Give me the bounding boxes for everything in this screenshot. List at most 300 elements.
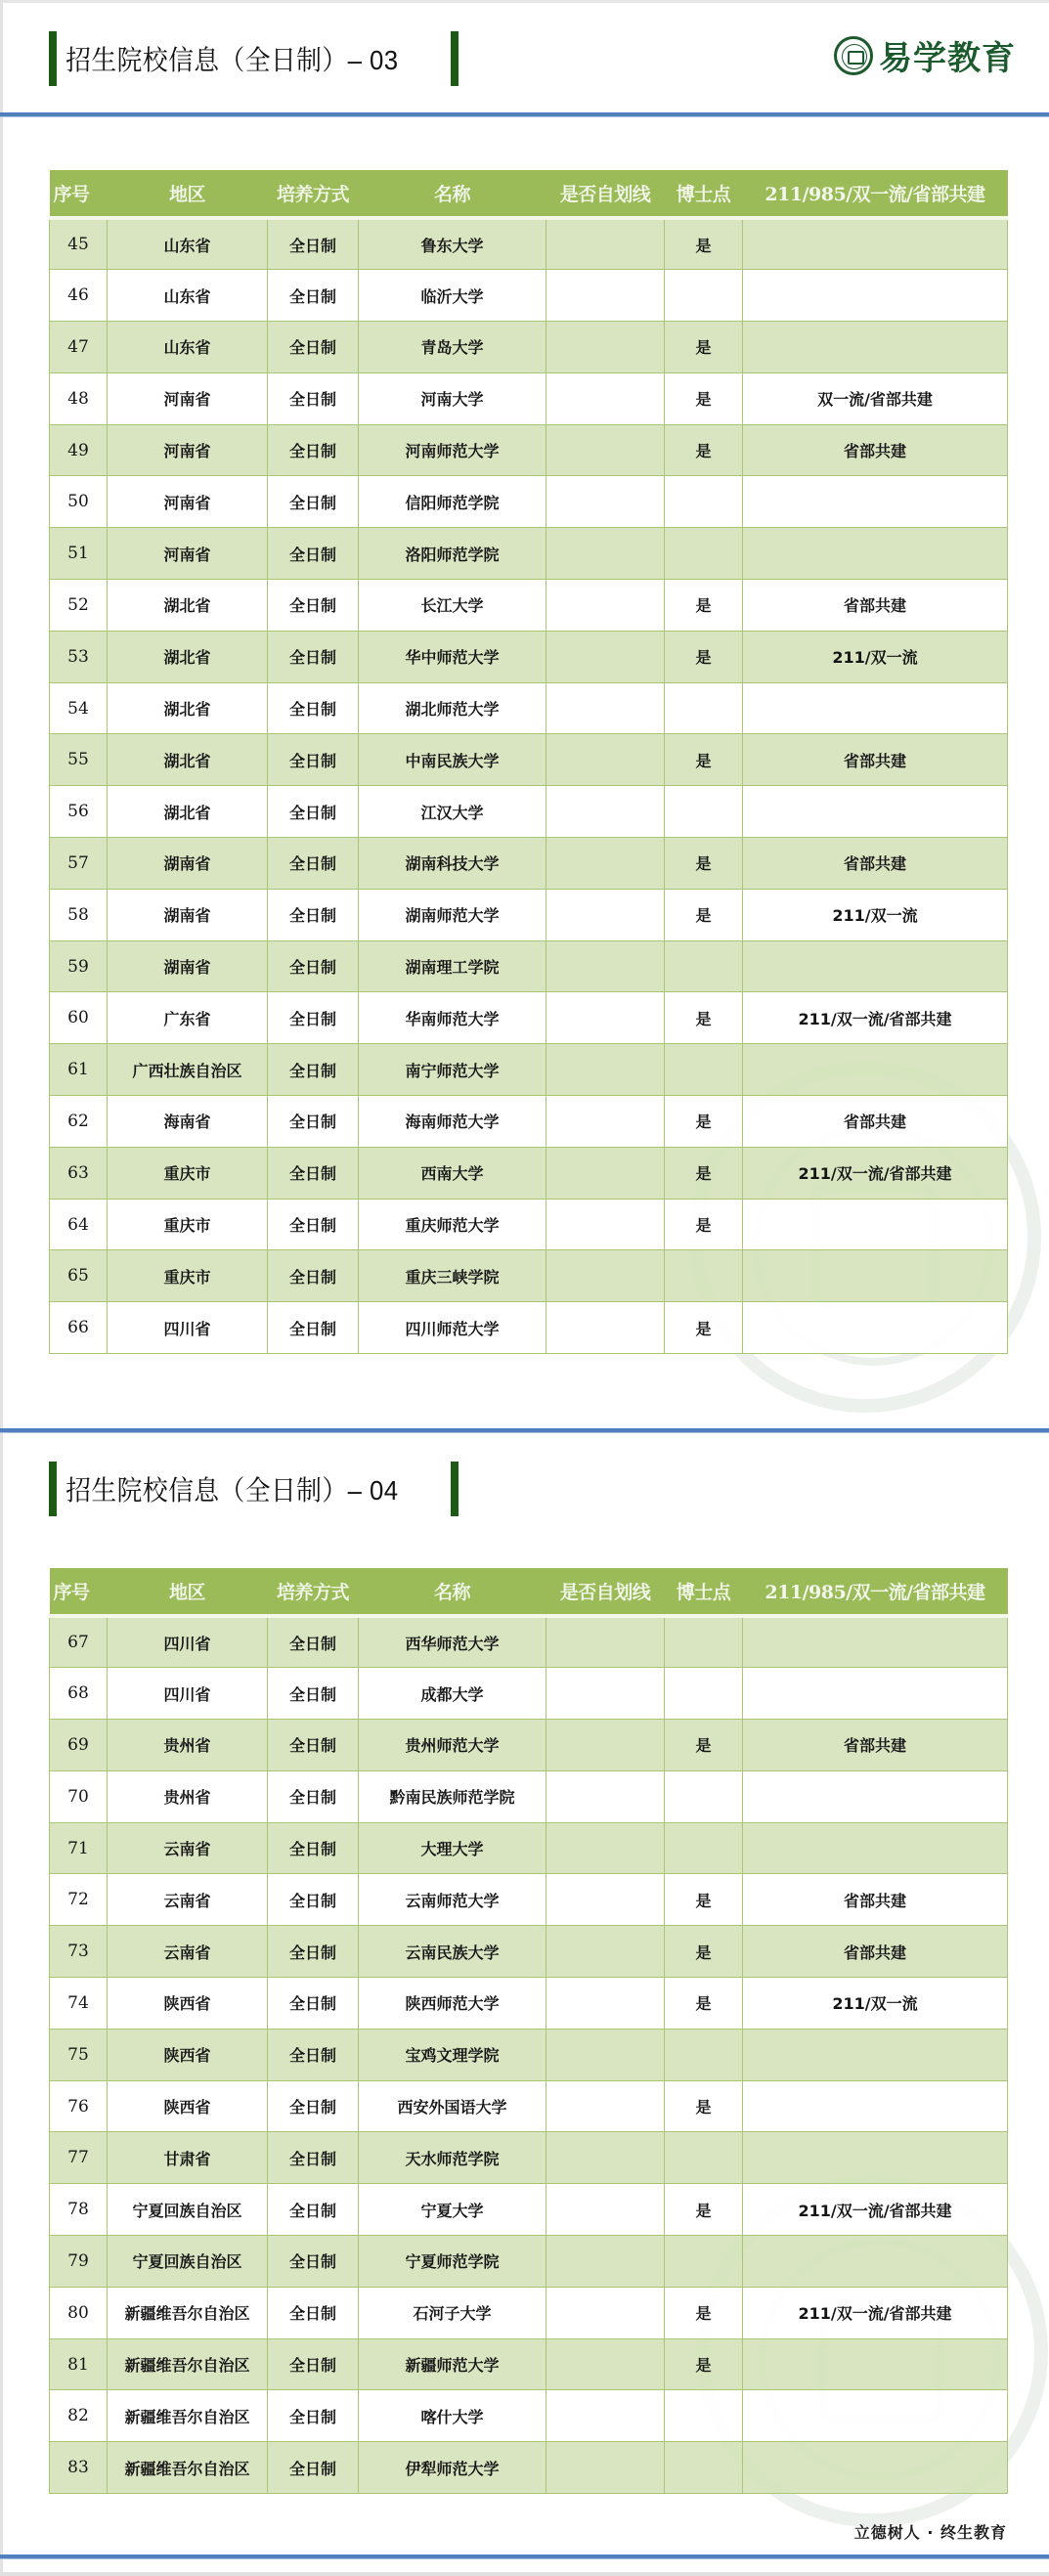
- table-row: [50, 528, 1008, 580]
- table-row: [50, 734, 1008, 786]
- cell-name: 喀什大学: [359, 2390, 546, 2442]
- cell-name: 重庆三峡学院: [359, 1250, 546, 1302]
- cell-name: 伊犁师范大学: [359, 2442, 546, 2494]
- table-row: [50, 1668, 1008, 1720]
- col-header-region: 地区: [108, 1568, 268, 1616]
- cell-name: 湖南理工学院: [359, 940, 546, 992]
- cell-tags: 省部共建: [743, 580, 1008, 632]
- cell-region: 新疆维吾尔自治区: [108, 2390, 268, 2442]
- table-row: [50, 1770, 1008, 1822]
- cell-region: 山东省: [108, 218, 268, 270]
- cell-tags: [743, 270, 1008, 322]
- cell-no: 81: [50, 2338, 108, 2390]
- cell-region: 新疆维吾尔自治区: [108, 2287, 268, 2338]
- title-bar-left: [49, 1462, 57, 1516]
- cell-tags: 211/双一流: [743, 1978, 1008, 2030]
- table-row: [50, 682, 1008, 734]
- cell-name: 长江大学: [359, 580, 546, 632]
- brand-logo: [834, 31, 1016, 79]
- cell-mode: 全日制: [268, 476, 359, 528]
- cell-region: 广西壮族自治区: [108, 1044, 268, 1096]
- cell-tags: 211/双一流: [743, 889, 1008, 940]
- cell-no: 58: [50, 889, 108, 940]
- table-header-row: [50, 1568, 1008, 1616]
- cell-mode: 全日制: [268, 2029, 359, 2080]
- cell-name: 青岛大学: [359, 322, 546, 373]
- table-row: [50, 580, 1008, 632]
- cell-phd: 是: [665, 1147, 743, 1199]
- cell-phd: [665, 2236, 743, 2288]
- col-header-mode: 培养方式: [268, 1568, 359, 1616]
- logo-text: 易学教育: [879, 39, 1016, 78]
- cell-phd: [665, 1250, 743, 1302]
- cell-phd: 是: [665, 838, 743, 890]
- cell-phd: [665, 1822, 743, 1874]
- table-row: [50, 838, 1008, 890]
- cell-mode: 全日制: [268, 1720, 359, 1771]
- cell-self-line: [546, 2184, 665, 2236]
- cell-region: 四川省: [108, 1302, 268, 1354]
- cell-phd: 是: [665, 1978, 743, 2030]
- table-row: [50, 2338, 1008, 2390]
- cell-phd: [665, 1668, 743, 1720]
- cell-phd: 是: [665, 580, 743, 632]
- table-row: [50, 1978, 1008, 2030]
- cell-name: 华南师范大学: [359, 992, 546, 1044]
- cell-no: 53: [50, 631, 108, 682]
- seal-logo-icon: [834, 36, 873, 75]
- cell-self-line: [546, 2132, 665, 2184]
- cell-self-line: [546, 631, 665, 682]
- cell-self-line: [546, 940, 665, 992]
- cell-name: 鲁东大学: [359, 218, 546, 270]
- cell-no: 77: [50, 2132, 108, 2184]
- cell-mode: 全日制: [268, 992, 359, 1044]
- cell-tags: [743, 1616, 1008, 1668]
- cell-tags: [743, 940, 1008, 992]
- cell-name: 云南民族大学: [359, 1926, 546, 1978]
- divider-top: [0, 112, 1049, 117]
- cell-region: 重庆市: [108, 1199, 268, 1250]
- cell-no: 56: [50, 786, 108, 838]
- cell-phd: [665, 940, 743, 992]
- cell-name: 河南大学: [359, 372, 546, 424]
- cell-region: 海南省: [108, 1096, 268, 1148]
- cell-self-line: [546, 2390, 665, 2442]
- cell-tags: 省部共建: [743, 424, 1008, 476]
- cell-region: 新疆维吾尔自治区: [108, 2338, 268, 2390]
- cell-region: 重庆市: [108, 1250, 268, 1302]
- cell-mode: 全日制: [268, 1822, 359, 1874]
- title-bar-right: [451, 1462, 459, 1516]
- table-row: [50, 2390, 1008, 2442]
- cell-no: 82: [50, 2390, 108, 2442]
- cell-self-line: [546, 1250, 665, 1302]
- cell-mode: 全日制: [268, 270, 359, 322]
- cell-name: 南宁师范大学: [359, 1044, 546, 1096]
- table-row: [50, 218, 1008, 270]
- cell-name: 西安外国语大学: [359, 2080, 546, 2132]
- cell-no: 51: [50, 528, 108, 580]
- cell-tags: [743, 528, 1008, 580]
- table-row: [50, 2442, 1008, 2494]
- cell-mode: 全日制: [268, 1096, 359, 1148]
- cell-no: 54: [50, 682, 108, 734]
- cell-name: 成都大学: [359, 1668, 546, 1720]
- cell-tags: [743, 1770, 1008, 1822]
- cell-no: 76: [50, 2080, 108, 2132]
- cell-mode: 全日制: [268, 1616, 359, 1668]
- cell-name: 天水师范学院: [359, 2132, 546, 2184]
- cell-no: 47: [50, 322, 108, 373]
- cell-tags: [743, 2338, 1008, 2390]
- cell-mode: 全日制: [268, 2184, 359, 2236]
- cell-name: 中南民族大学: [359, 734, 546, 786]
- table-row: [50, 1147, 1008, 1199]
- cell-no: 63: [50, 1147, 108, 1199]
- table-row: [50, 322, 1008, 373]
- cell-mode: 全日制: [268, 2338, 359, 2390]
- cell-phd: 是: [665, 424, 743, 476]
- cell-name: 贵州师范大学: [359, 1720, 546, 1771]
- cell-tags: [743, 1250, 1008, 1302]
- cell-self-line: [546, 2080, 665, 2132]
- table-header-row: [50, 170, 1008, 218]
- cell-phd: [665, 786, 743, 838]
- cell-tags: 省部共建: [743, 1720, 1008, 1771]
- cell-tags: 双一流/省部共建: [743, 372, 1008, 424]
- cell-region: 四川省: [108, 1616, 268, 1668]
- cell-name: 宁夏师范学院: [359, 2236, 546, 2288]
- cell-tags: [743, 2236, 1008, 2288]
- cell-no: 57: [50, 838, 108, 890]
- cell-name: 湖南师范大学: [359, 889, 546, 940]
- cell-tags: [743, 2080, 1008, 2132]
- cell-region: 湖南省: [108, 838, 268, 890]
- cell-self-line: [546, 476, 665, 528]
- table-row: [50, 992, 1008, 1044]
- cell-name: 临沂大学: [359, 270, 546, 322]
- cell-tags: [743, 1302, 1008, 1354]
- cell-region: 宁夏回族自治区: [108, 2236, 268, 2288]
- table-row: [50, 2236, 1008, 2288]
- col-header-tags: 211/985/双一流/省部共建: [743, 1568, 1008, 1616]
- cell-no: 74: [50, 1978, 108, 2030]
- cell-region: 贵州省: [108, 1720, 268, 1771]
- cell-tags: [743, 1044, 1008, 1096]
- cell-tags: [743, 2390, 1008, 2442]
- cell-region: 广东省: [108, 992, 268, 1044]
- cell-name: 海南师范大学: [359, 1096, 546, 1148]
- cell-self-line: [546, 1096, 665, 1148]
- cell-region: 河南省: [108, 528, 268, 580]
- col-header-self-line: 是否自划线: [546, 1568, 665, 1616]
- cell-no: 45: [50, 218, 108, 270]
- cell-self-line: [546, 2287, 665, 2338]
- cell-self-line: [546, 2236, 665, 2288]
- cell-mode: 全日制: [268, 2132, 359, 2184]
- cell-name: 大理大学: [359, 1822, 546, 1874]
- cell-phd: [665, 2132, 743, 2184]
- cell-phd: 是: [665, 1302, 743, 1354]
- cell-mode: 全日制: [268, 2442, 359, 2494]
- cell-phd: [665, 270, 743, 322]
- cell-phd: 是: [665, 1926, 743, 1978]
- cell-phd: 是: [665, 2184, 743, 2236]
- cell-tags: [743, 322, 1008, 373]
- cell-tags: [743, 1199, 1008, 1250]
- cell-mode: 全日制: [268, 2236, 359, 2288]
- cell-phd: 是: [665, 2287, 743, 2338]
- cell-phd: [665, 2029, 743, 2080]
- cell-mode: 全日制: [268, 1199, 359, 1250]
- cell-name: 陕西师范大学: [359, 1978, 546, 2030]
- cell-phd: [665, 2390, 743, 2442]
- cell-region: 湖北省: [108, 580, 268, 632]
- cell-mode: 全日制: [268, 1147, 359, 1199]
- cell-mode: 全日制: [268, 940, 359, 992]
- cell-self-line: [546, 682, 665, 734]
- cell-region: 湖北省: [108, 734, 268, 786]
- cell-mode: 全日制: [268, 1668, 359, 1720]
- cell-mode: 全日制: [268, 786, 359, 838]
- cell-phd: 是: [665, 992, 743, 1044]
- title-bar-left: [49, 31, 57, 86]
- cell-self-line: [546, 322, 665, 373]
- cell-tags: [743, 682, 1008, 734]
- cell-no: 64: [50, 1199, 108, 1250]
- cell-mode: 全日制: [268, 528, 359, 580]
- cell-phd: [665, 1044, 743, 1096]
- cell-tags: [743, 1822, 1008, 1874]
- cell-name: 湖北师范大学: [359, 682, 546, 734]
- cell-no: 83: [50, 2442, 108, 2494]
- col-header-region: 地区: [108, 170, 268, 218]
- cell-self-line: [546, 786, 665, 838]
- cell-mode: 全日制: [268, 1770, 359, 1822]
- cell-mode: 全日制: [268, 682, 359, 734]
- cell-tags: 省部共建: [743, 1874, 1008, 1926]
- cell-region: 宁夏回族自治区: [108, 2184, 268, 2236]
- cell-self-line: [546, 1926, 665, 1978]
- table-row: [50, 631, 1008, 682]
- cell-no: 46: [50, 270, 108, 322]
- table-row: [50, 2080, 1008, 2132]
- cell-self-line: [546, 1147, 665, 1199]
- cell-tags: [743, 476, 1008, 528]
- cell-phd: 是: [665, 322, 743, 373]
- cell-tags: [743, 2442, 1008, 2494]
- table-row: [50, 2132, 1008, 2184]
- table-row: [50, 889, 1008, 940]
- cell-no: 59: [50, 940, 108, 992]
- table-row: [50, 1096, 1008, 1148]
- divider-middle: [0, 1428, 1049, 1433]
- table-row: [50, 1199, 1008, 1250]
- cell-name: 黔南民族师范学院: [359, 1770, 546, 1822]
- table-row: [50, 2287, 1008, 2338]
- table-row: [50, 2184, 1008, 2236]
- cell-region: 湖北省: [108, 631, 268, 682]
- cell-region: 四川省: [108, 1668, 268, 1720]
- cell-name: 重庆师范大学: [359, 1199, 546, 1250]
- cell-region: 陕西省: [108, 2080, 268, 2132]
- col-header-no: 序号: [50, 1568, 108, 1616]
- cell-phd: 是: [665, 218, 743, 270]
- cell-phd: 是: [665, 372, 743, 424]
- cell-name: 云南师范大学: [359, 1874, 546, 1926]
- cell-phd: 是: [665, 631, 743, 682]
- cell-name: 西华师范大学: [359, 1616, 546, 1668]
- page-edge-top: [0, 0, 1049, 3]
- cell-region: 湖北省: [108, 786, 268, 838]
- cell-self-line: [546, 1822, 665, 1874]
- cell-self-line: [546, 992, 665, 1044]
- cell-mode: 全日制: [268, 838, 359, 890]
- table-row: [50, 1044, 1008, 1096]
- cell-phd: [665, 1770, 743, 1822]
- table-row: [50, 372, 1008, 424]
- cell-self-line: [546, 1302, 665, 1354]
- table-row: [50, 270, 1008, 322]
- cell-tags: 211/双一流/省部共建: [743, 2184, 1008, 2236]
- cell-mode: 全日制: [268, 424, 359, 476]
- col-header-tags: 211/985/双一流/省部共建: [743, 170, 1008, 218]
- cell-region: 贵州省: [108, 1770, 268, 1822]
- cell-self-line: [546, 528, 665, 580]
- cell-name: 石河子大学: [359, 2287, 546, 2338]
- cell-region: 甘肃省: [108, 2132, 268, 2184]
- cell-mode: 全日制: [268, 372, 359, 424]
- cell-name: 宁夏大学: [359, 2184, 546, 2236]
- cell-no: 69: [50, 1720, 108, 1771]
- table-row: [50, 1874, 1008, 1926]
- cell-no: 65: [50, 1250, 108, 1302]
- cell-self-line: [546, 2338, 665, 2390]
- cell-self-line: [546, 734, 665, 786]
- cell-tags: 211/双一流: [743, 631, 1008, 682]
- cell-mode: 全日制: [268, 580, 359, 632]
- cell-name: 江汉大学: [359, 786, 546, 838]
- table-row: [50, 2029, 1008, 2080]
- cell-phd: [665, 476, 743, 528]
- cell-mode: 全日制: [268, 1044, 359, 1096]
- cell-region: 陕西省: [108, 2029, 268, 2080]
- table-row: [50, 476, 1008, 528]
- title-bar-right: [451, 31, 459, 86]
- cell-tags: 省部共建: [743, 1096, 1008, 1148]
- cell-mode: 全日制: [268, 1302, 359, 1354]
- cell-no: 62: [50, 1096, 108, 1148]
- cell-region: 湖南省: [108, 940, 268, 992]
- cell-self-line: [546, 2029, 665, 2080]
- cell-self-line: [546, 1199, 665, 1250]
- cell-self-line: [546, 1668, 665, 1720]
- schools-table-03: [49, 170, 1008, 1354]
- cell-tags: [743, 786, 1008, 838]
- table-row: [50, 1926, 1008, 1978]
- table-row: [50, 424, 1008, 476]
- cell-no: 52: [50, 580, 108, 632]
- cell-region: 河南省: [108, 424, 268, 476]
- table-row: [50, 1616, 1008, 1668]
- col-header-mode: 培养方式: [268, 170, 359, 218]
- cell-tags: [743, 2132, 1008, 2184]
- section-title-04: [49, 1461, 459, 1517]
- cell-phd: 是: [665, 734, 743, 786]
- cell-mode: 全日制: [268, 631, 359, 682]
- cell-self-line: [546, 1770, 665, 1822]
- col-header-no: 序号: [50, 170, 108, 218]
- cell-no: 55: [50, 734, 108, 786]
- table-row: [50, 786, 1008, 838]
- section-title-text: 招生院校信息（全日制）– 03: [66, 45, 399, 75]
- cell-tags: [743, 1668, 1008, 1720]
- cell-region: 湖南省: [108, 889, 268, 940]
- cell-self-line: [546, 580, 665, 632]
- cell-mode: 全日制: [268, 2390, 359, 2442]
- cell-region: 山东省: [108, 270, 268, 322]
- schools-table-04: [49, 1568, 1008, 2494]
- cell-name: 四川师范大学: [359, 1302, 546, 1354]
- cell-self-line: [546, 1874, 665, 1926]
- col-header-name: 名称: [359, 170, 546, 218]
- cell-no: 61: [50, 1044, 108, 1096]
- cell-region: 云南省: [108, 1822, 268, 1874]
- cell-no: 48: [50, 372, 108, 424]
- cell-no: 71: [50, 1822, 108, 1874]
- cell-tags: 省部共建: [743, 1926, 1008, 1978]
- cell-mode: 全日制: [268, 2080, 359, 2132]
- col-header-name: 名称: [359, 1568, 546, 1616]
- cell-self-line: [546, 1978, 665, 2030]
- cell-self-line: [546, 372, 665, 424]
- cell-phd: [665, 1616, 743, 1668]
- table-row: [50, 1302, 1008, 1354]
- cell-mode: 全日制: [268, 734, 359, 786]
- cell-mode: 全日制: [268, 1978, 359, 2030]
- cell-mode: 全日制: [268, 1874, 359, 1926]
- cell-self-line: [546, 2442, 665, 2494]
- cell-phd: 是: [665, 1874, 743, 1926]
- section-title-03: [49, 30, 459, 87]
- cell-mode: 全日制: [268, 218, 359, 270]
- cell-tags: [743, 2029, 1008, 2080]
- col-header-self-line: 是否自划线: [546, 170, 665, 218]
- cell-phd: 是: [665, 1720, 743, 1771]
- cell-self-line: [546, 270, 665, 322]
- cell-phd: 是: [665, 2338, 743, 2390]
- cell-region: 陕西省: [108, 1978, 268, 2030]
- cell-phd: 是: [665, 1199, 743, 1250]
- cell-no: 78: [50, 2184, 108, 2236]
- cell-no: 75: [50, 2029, 108, 2080]
- section-title-text: 招生院校信息（全日制）– 04: [66, 1475, 399, 1506]
- cell-name: 洛阳师范学院: [359, 528, 546, 580]
- cell-region: 河南省: [108, 372, 268, 424]
- cell-no: 70: [50, 1770, 108, 1822]
- cell-no: 60: [50, 992, 108, 1044]
- divider-bottom: [0, 2554, 1049, 2559]
- cell-name: 河南师范大学: [359, 424, 546, 476]
- cell-no: 67: [50, 1616, 108, 1668]
- cell-name: 宝鸡文理学院: [359, 2029, 546, 2080]
- cell-region: 重庆市: [108, 1147, 268, 1199]
- cell-region: 山东省: [108, 322, 268, 373]
- cell-tags: 211/双一流/省部共建: [743, 2287, 1008, 2338]
- cell-no: 73: [50, 1926, 108, 1978]
- cell-no: 49: [50, 424, 108, 476]
